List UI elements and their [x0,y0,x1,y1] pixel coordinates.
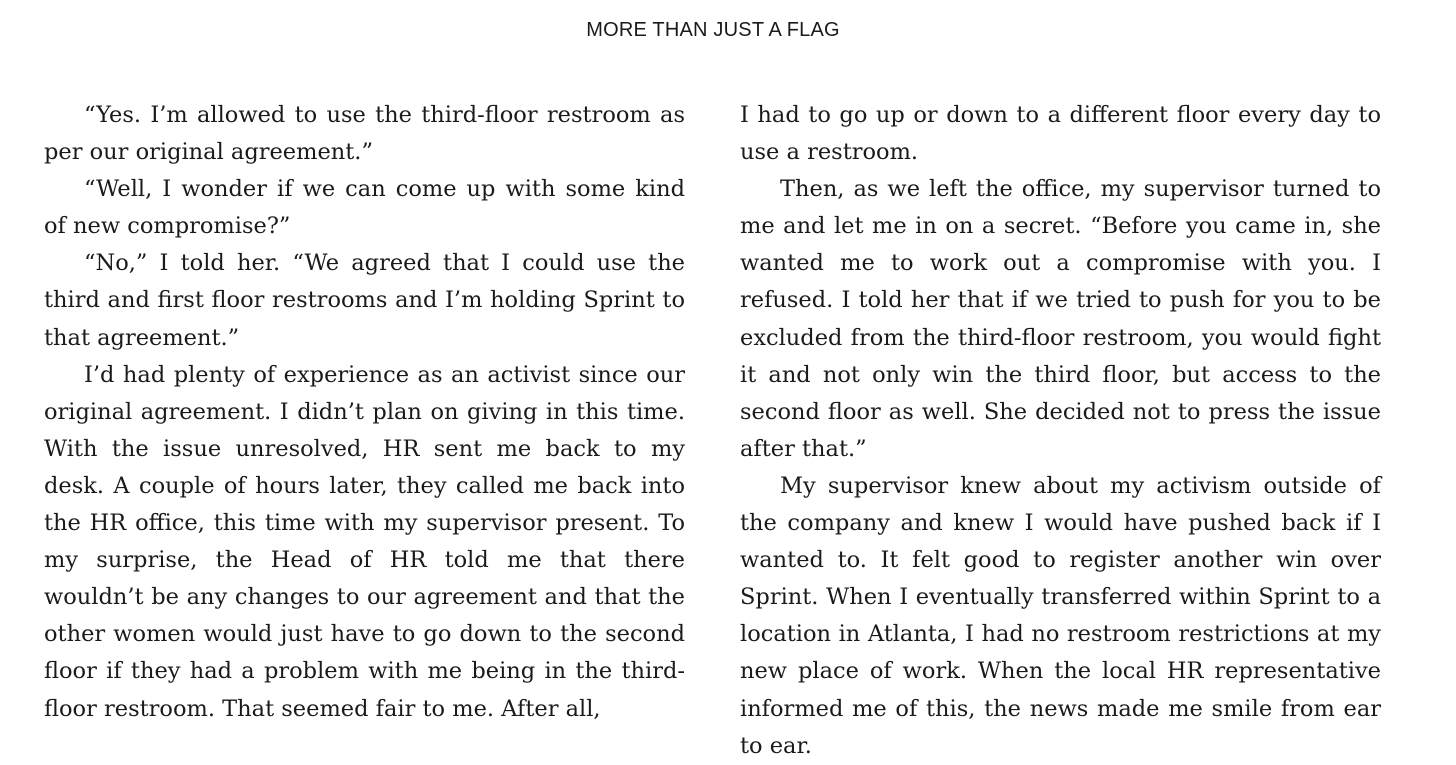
paragraph: Then, as we left the office, my supervisor turned to me and let me in on a secret. “Before you came in, she wanted me to work out a compromise with you. I refused. I told her that if we tried to push for you to be excluded from the third-floor restroom, you would fight it and not only win the third floor, but access to the second floor as well. She decided not to press the issue after that.” [740,176,1381,462]
paragraph: “Yes. I’m allowed to use the third-floor restroom as per our original agreement.” [44,102,685,166]
paragraph: My supervisor knew about my activism outside of the company and knew I would have pushed back if I wanted to. It felt good to register another win over Sprint. When I eventually transferred within Sprint to a location in Atlanta, I had no restroom restrictions at my new place of work. When the local HR representative informed me of this, the news made me smile from ear to ear. [740,472,1381,759]
paragraph-continued: I had to go up or down to a different floor every day to use a restroom. [740,102,1381,166]
paragraph: “Well, I wonder if we can come up with some kind of new compromise?” [44,176,685,240]
paragraph: “No,” I told her. “We agreed that I could use the third and first floor restrooms and I’m holding Sprint to that agreement.” [44,250,685,351]
right-column [740,97,1381,765]
running-header: MORE THAN JUST A FLAG [586,19,840,41]
paragraph: I’d had plenty of experience as an activist since our original agreement. I didn’t plan on giving in this time. With the issue unresolved, HR sent me back to my desk. A couple of hours later, they called me back into the HR office, this time with my supervisor present. To my surprise, the Head of HR told me that there wouldn’t be any changes to our agreement and that the other women would just have to go down to the second floor if they had a problem with me being in the third-floor restroom. That seemed fair to me. After all, [44,361,685,722]
left-column [44,97,685,728]
